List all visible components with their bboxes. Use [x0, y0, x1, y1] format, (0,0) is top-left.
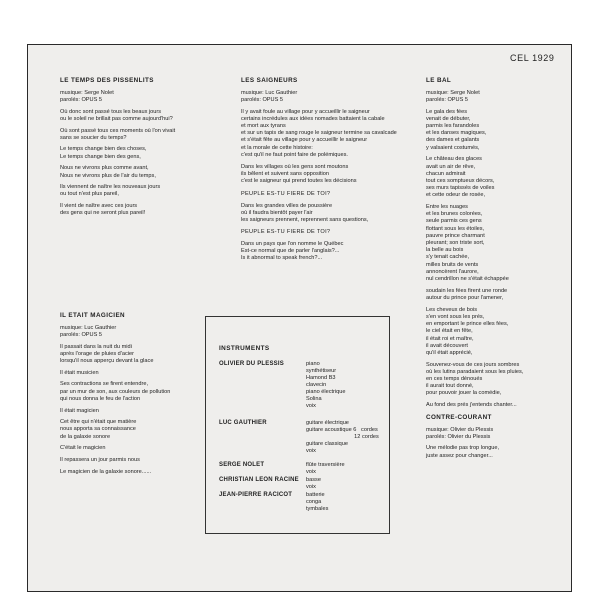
- member-name: OLIVIER DU PLESSIS: [219, 361, 284, 367]
- member-instruments: piano synthétiseur Hamond B3 clavecin piano électrique Solina voix: [306, 361, 346, 409]
- song-title: IL ETAIT MAGICIEN: [60, 312, 125, 319]
- lyrics-paragraph: Souvenez-vous de ces jours sombres où les lutins paradaient sous les pluies, en ces temps dénoués il aurait tout donné, pour pouvoir jouer la comédie,: [426, 361, 524, 397]
- member-name: CHRISTIAN LEON RACINE: [219, 477, 299, 483]
- member-instruments: flûte traversière voix: [306, 462, 345, 475]
- song-il-etait-magicien: [60, 312, 210, 480]
- lyrics-paragraph: Le château des glaces avait un air de rêve, chacun admirait tout ces somptueux décors, ses murs tapissés de voiles et cette odeur de rosée,: [426, 156, 495, 199]
- music-credit: musique: Serge Nolet: [60, 90, 114, 97]
- lyrics-paragraph: Où sont passé tous ces moments où l'on vivait sans se soucier du temps?: [60, 127, 176, 141]
- song-credits: [60, 325, 210, 339]
- song-credits: [426, 427, 566, 441]
- song-credits: [60, 90, 210, 104]
- song-title: LES SAIGNEURS: [241, 77, 298, 84]
- lyrics-paragraph: Il était musicien: [60, 369, 99, 376]
- lyrics-paragraph: Entre les nuages et les brunes colorées, seule parmis ces gens flottant sous les étoiles, pauvre prince charmant pleurant; son triste sort, la belle au bois s'y tenait cachée, milles bruits de vents annoncèrent l'aurore, nul cendrillon ne s'était échappée: [426, 204, 509, 283]
- member-instruments: batterie conga tymbales: [306, 492, 329, 512]
- song-le-temps-des-pissenlits: [60, 77, 210, 222]
- lyrics-credit: parolés: OPUS 5: [426, 97, 468, 104]
- lyrics-paragraph: Dans les villages où les gens sont moutons ils bêlent et suivent sans opposition c'est le saigneur qui prend toutes les décisions: [241, 163, 357, 184]
- lyrics-paragraph: Le magicien de la galaxie sonore......: [60, 468, 152, 475]
- lyrics-paragraph: Au fond des prés j'entends chanter...: [426, 402, 517, 409]
- lyrics-credit: parolés: OPUS 5: [60, 97, 102, 104]
- lyrics-paragraph: Ses contractions se firent entendre, par un mur de son, aux couleurs de pollution qui nous donna le feu de l'action: [60, 381, 171, 402]
- lyrics-paragraph: Nous ne vivrons plus comme avant, Nous ne vivrons plus de l'air du temps,: [60, 165, 156, 179]
- lyrics-paragraph: Dans un pays que l'on nomme le Québec Est-ce normal que de parler l'anglais?... Is it abnormal to speak french?...: [241, 240, 344, 262]
- lyrics-paragraph: soudain les fées firent une ronde autour du prince pour l'amener,: [426, 287, 508, 301]
- lyrics-paragraph: Une mélodie pas trop longue, juste assez pour changer...: [426, 445, 500, 459]
- lyrics-paragraph: C'était le magicien: [60, 445, 106, 452]
- music-credit: musique: Luc Gauthier: [60, 325, 117, 332]
- lyrics-refrain: PEUPLE ES-TU FIERE DE TOI?: [241, 191, 331, 198]
- lyrics-paragraph: Où donc sont passé tous les beaux jours ou le soleil ne brillait pas comme aujourd'hui?: [60, 108, 173, 122]
- song-le-bal: [426, 77, 566, 464]
- lyrics-paragraph: Cet être qui n'était que matière nous apporta sa connaissance de la galaxie sonore: [60, 419, 137, 440]
- lyrics-paragraph: Dans les grandes villes de poussière où il faudra bientôt payer l'air les saigneurs prennent, reprennent sans questions,: [241, 202, 369, 224]
- music-credit: musique: Luc Gauthier: [241, 90, 298, 97]
- instruments-title: INSTRUMENTS: [219, 345, 270, 352]
- member-instruments: basse voix: [306, 477, 321, 490]
- instruments-box: [205, 316, 390, 534]
- lyrics-paragraph: Il était magicien: [60, 407, 99, 414]
- song-title: CONTRE-COURANT: [426, 413, 492, 421]
- lyrics-refrain: PEUPLE ES-TU FIERE DE TOI?: [241, 228, 331, 235]
- lyrics-paragraph: Il vient de naître avec ces jours des gens qui ne seront plus pareil!: [60, 203, 146, 217]
- song-title: LE BAL: [426, 77, 452, 84]
- song-credits: [241, 90, 421, 104]
- lyrics-paragraph: Il repassera un jour parmis nous: [60, 457, 140, 464]
- member-name: LUC GAUTHIER: [219, 420, 267, 426]
- lyrics-paragraph: Les cheveux de bois s'en vont sous les prés, en emportant le prince elles fées, le ciel était en fête, il était roi et maître, il avait découvert qu'il était apprécié,: [426, 306, 509, 356]
- member-name: JEAN-PIERRE RACICOT: [219, 492, 293, 498]
- catalog-number: CEL 1929: [510, 53, 555, 63]
- lyrics-credit: parolés: Olivier du Plessis: [426, 434, 491, 441]
- lyrics-paragraph: Le gala des fées venait de débuter, parmis les farandoles et les danses magiques, des dames et galants y valsaient costumés,: [426, 108, 487, 151]
- lyrics-paragraph: Il passait dans la nuit du midi après l'orage de pluies d'acier lorsqu'il nous apperçu devant la glace: [60, 343, 154, 365]
- song-credits: [426, 90, 566, 104]
- member-name: SERGE NOLET: [219, 462, 265, 468]
- music-credit: musique: Olivier du Plessis: [426, 427, 494, 434]
- lyrics-credit: parolés: OPUS 5: [241, 97, 283, 104]
- member-instruments: guitare électrique guitare acoustique 6 cordes 12 cordes guitare classique voix: [306, 420, 379, 454]
- lyrics-credit: parolés: OPUS 5: [60, 332, 102, 339]
- lyrics-paragraph: Le temps change bien des choses, Le temps change bien des gens,: [60, 146, 147, 160]
- lyrics-paragraph: Ils viennent de naître les nouveaux jours ou tout n'est plus pareil,: [60, 184, 161, 198]
- song-les-saigneurs: [241, 77, 421, 267]
- music-credit: musique: Serge Nolet: [426, 90, 480, 97]
- song-title: LE TEMPS DES PISSENLITS: [60, 77, 154, 84]
- lyrics-paragraph: Il y avait foule au village pour y accueillir le saigneur certains incrédules aux idées nomades battaient la cabale et mort aux tyrans et sur un tapis de sang rouge le saigneur termine sa cavalcade et s'était fête au village pour y accueillir le saigneur et la morale de cette histoire: c'est qu'il ne faut point faire de polémiques.: [241, 108, 397, 158]
